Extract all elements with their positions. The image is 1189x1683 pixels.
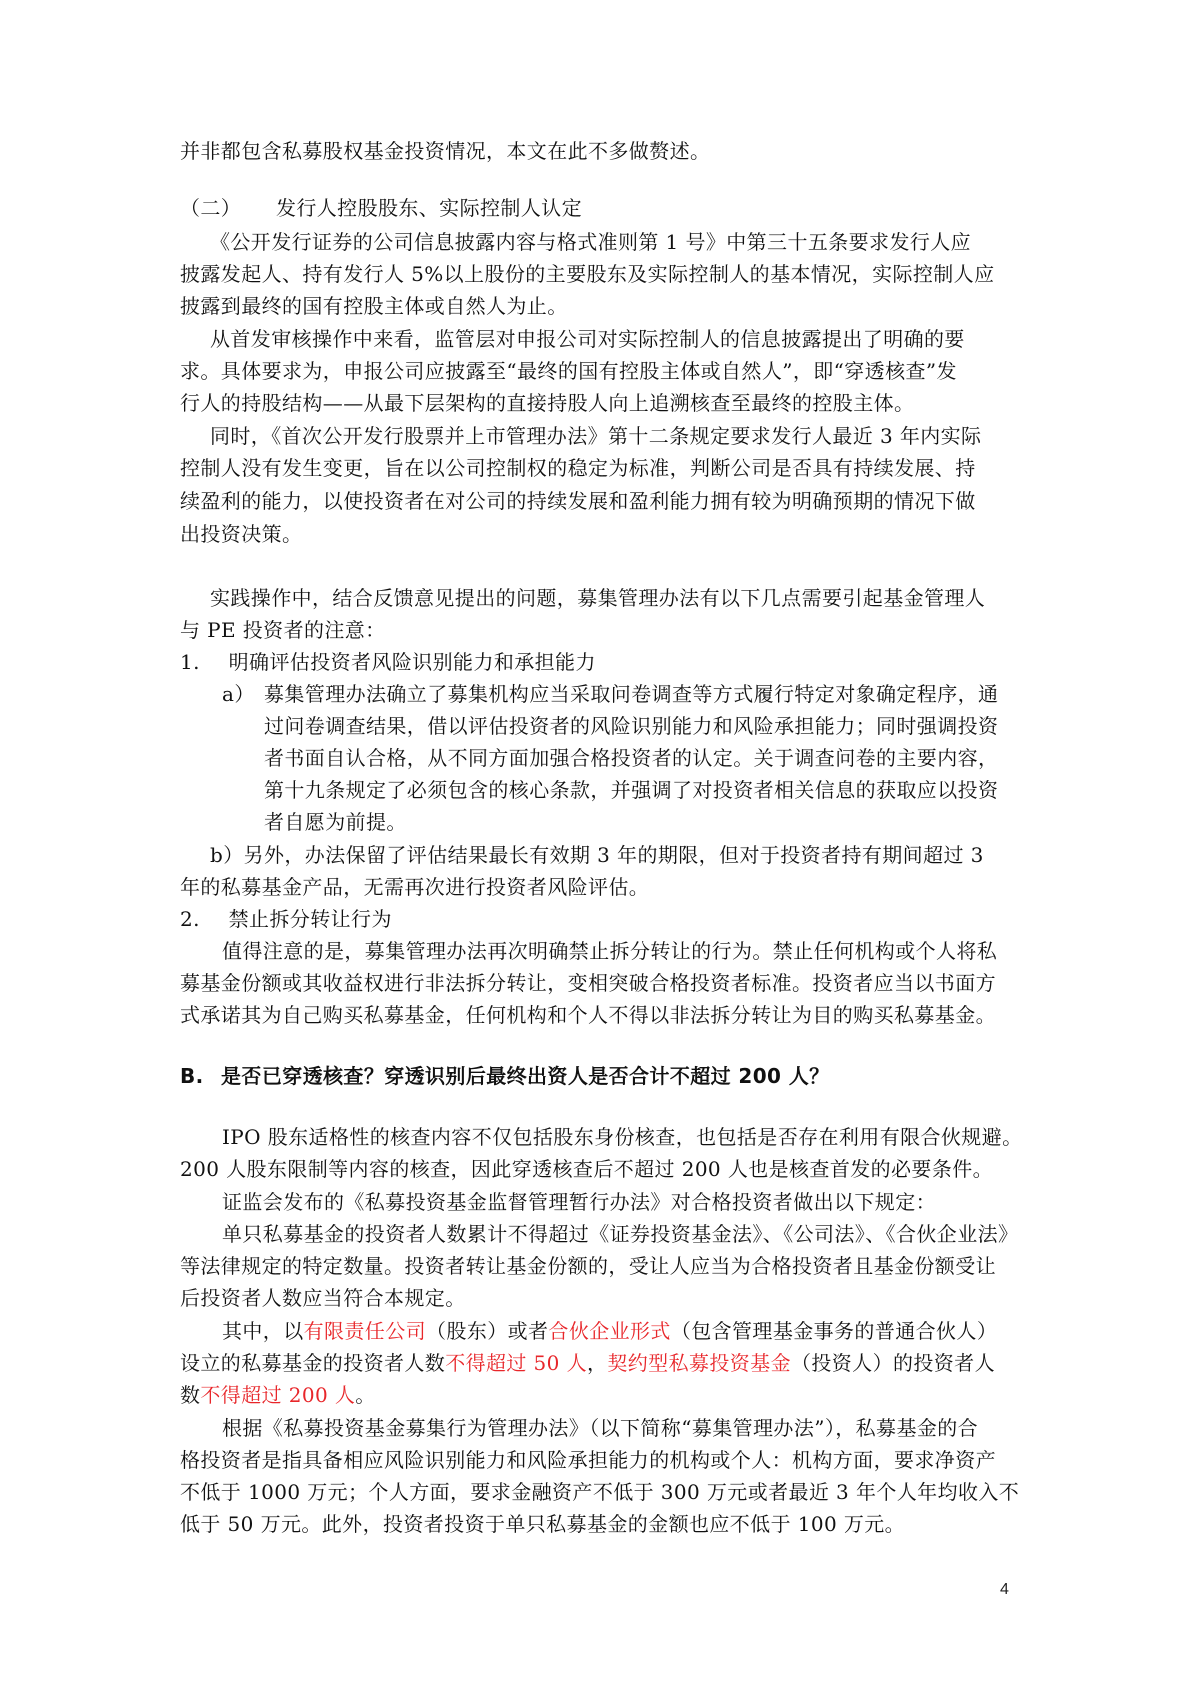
section-b-label: B. [180, 1064, 204, 1088]
paragraph-line [180, 1378, 376, 1412]
paragraph-line: 格投资者是指具备相应风险识别能力和风险承担能力的机构或个人：机构方面，要求净资产 [180, 1448, 996, 1472]
paragraph-line [222, 1314, 997, 1348]
intro-line: 并非都包含私募股权基金投资情况，本文在此不多做赘述。 [180, 139, 711, 163]
highlight-partnership: 合伙企业形式 [548, 1319, 671, 1343]
list-item-1 [180, 645, 596, 679]
paragraph-line: 控制人没有发生变更，旨在以公司控制权的稳定为标准，判断公司是否具有持续发展、持 [180, 456, 976, 480]
section-two-title: 发行人控股股东、实际控制人认定 [275, 196, 582, 220]
section-b-heading [180, 1059, 830, 1093]
paragraph-line: 同时，《首次公开发行股票并上市管理办法》第十二条规定要求发行人最近 3 年内实际 [210, 424, 982, 448]
section-b-title: 是否已穿透核查？穿透识别后最终出资人是否合计不超过 200 人？ [221, 1064, 830, 1088]
paragraph-line: 不低于 1000 万元；个人方面，要求金融资产不低于 300 万元或者最近 3 年个人年均收入不 [180, 1480, 1020, 1504]
section-two-number: （二） [180, 196, 242, 220]
paragraph-line: 单只私募基金的投资者人数累计不得超过《证券投资基金法》、《公司法》、《合伙企业法》 [222, 1222, 1019, 1246]
paragraph-line: 者书面自认合格，从不同方面加强合格投资者的认定。关于调查问卷的主要内容， [264, 746, 999, 770]
list-title: 禁止拆分转让行为 [228, 907, 392, 931]
paragraph-line: 值得注意的是，募集管理办法再次明确禁止拆分转让的行为。禁止任何机构或个人将私 [222, 939, 998, 963]
paragraph-line: 募集管理办法确立了募集机构应当采取问卷调查等方式履行特定对象确定程序，通 [264, 682, 999, 706]
paragraph-line: 募基金份额或其收益权进行非法拆分转让，变相突破合格投资者标准。投资者应当以书面方 [180, 971, 996, 995]
paragraph-line: 第十九条规定了必须包含的核心条款，并强调了对投资者相关信息的获取应以投资 [264, 778, 999, 802]
paragraph-line: 行人的持股结构——从最下层架构的直接持股人向上追溯核查至最终的控股主体。 [180, 391, 915, 415]
highlight-contract-fund: 契约型私募投资基金 [607, 1351, 791, 1375]
paragraph-line: 低于 50 万元。此外，投资者投资于单只私募基金的金额也应不低于 100 万元。 [180, 1512, 906, 1536]
paragraph-line: 根据《私募投资基金募集行为管理办法》（以下简称“募集管理办法”），私募基金的合 [222, 1416, 979, 1440]
paragraph-line: 与 PE 投资者的注意： [180, 618, 386, 642]
highlight-limit-50: 不得超过 50 人 [445, 1351, 587, 1375]
paragraph-line: 式承诺其为自己购买私募基金，任何机构和个人不得以非法拆分转让为目的购买私募基金。 [180, 1003, 996, 1027]
paragraph-line: 后投资者人数应当符合本规定。 [180, 1286, 466, 1310]
text-span: 设立的私募基金的投资者人数 [180, 1351, 446, 1375]
text-span: （包含管理基金事务的普通合伙人） [670, 1319, 998, 1343]
text-span: （投资人）的投资者人 [790, 1351, 995, 1375]
paragraph-line: 求。具体要求为，申报公司应披露至“最终的国有控股主体或自然人”，即“穿透核查”发 [180, 359, 957, 383]
paragraph-line: 披露发起人、持有发行人 5%以上股份的主要股东及实际控制人的基本情况，实际控制人应 [180, 262, 995, 286]
paragraph-line: 出投资决策。 [180, 522, 303, 546]
highlight-limit-200: 不得超过 200 人 [200, 1383, 356, 1407]
text-span: 。 [355, 1383, 376, 1407]
paragraph-line: 从首发审核操作中来看，监管层对申报公司对实际控制人的信息披露提出了明确的要 [210, 327, 965, 351]
paragraph-line: 续盈利的能力，以使投资者在对公司的持续发展和盈利能力拥有较为明确预期的情况下做 [180, 489, 976, 513]
paragraph-line: 者自愿为前提。 [264, 810, 407, 834]
paragraph-line: 200 人股东限制等内容的核查，因此穿透核查后不超过 200 人也是核查首发的必要条件。 [180, 1157, 994, 1181]
section-two-heading [180, 191, 582, 225]
paragraph-line: 过问卷调查结果，借以评估投资者的风险识别能力和风险承担能力；同时强调投资 [264, 714, 999, 738]
paragraph-line: 年的私募基金产品，无需再次进行投资者风险评估。 [180, 875, 650, 899]
paragraph-line: 实践操作中，结合反馈意见提出的问题，募集管理办法有以下几点需要引起基金管理人 [210, 586, 986, 610]
text-span: ， [586, 1351, 608, 1375]
paragraph-line: IPO 股东适格性的核查内容不仅包括股东身份核查，也包括是否存在利用有限合伙规避。 [222, 1125, 1023, 1149]
text-span: （股东）或者 [426, 1319, 549, 1343]
highlight-limited-company: 有限责任公司 [303, 1319, 427, 1343]
list-number: 2. [180, 907, 200, 931]
sub-item-label-a: a） [222, 682, 255, 706]
paragraph-line: b）另外，办法保留了评估结果最长有效期 3 年的期限，但对于投资者持有期间超过 3 [210, 843, 984, 867]
list-item-2 [180, 902, 392, 936]
paragraph-line: 等法律规定的特定数量。投资者转让基金份额的，受让人应当为合格投资者且基金份额受让 [180, 1254, 996, 1278]
paragraph-line: 《公开发行证券的公司信息披露内容与格式准则第 1 号》中第三十五条要求发行人应 [210, 230, 972, 254]
list-title: 明确评估投资者风险识别能力和承担能力 [228, 650, 596, 674]
list-number: 1. [180, 650, 200, 674]
paragraph-line: 披露到最终的国有控股主体或自然人为止。 [180, 294, 568, 318]
text-span: 其中，以 [222, 1319, 304, 1343]
paragraph-line [180, 1346, 995, 1380]
page-number: 4 [1000, 1581, 1009, 1598]
paragraph-line: 证监会发布的《私募投资基金监督管理暂行办法》对合格投资者做出以下规定： [222, 1190, 936, 1214]
text-span: 数 [180, 1383, 201, 1407]
